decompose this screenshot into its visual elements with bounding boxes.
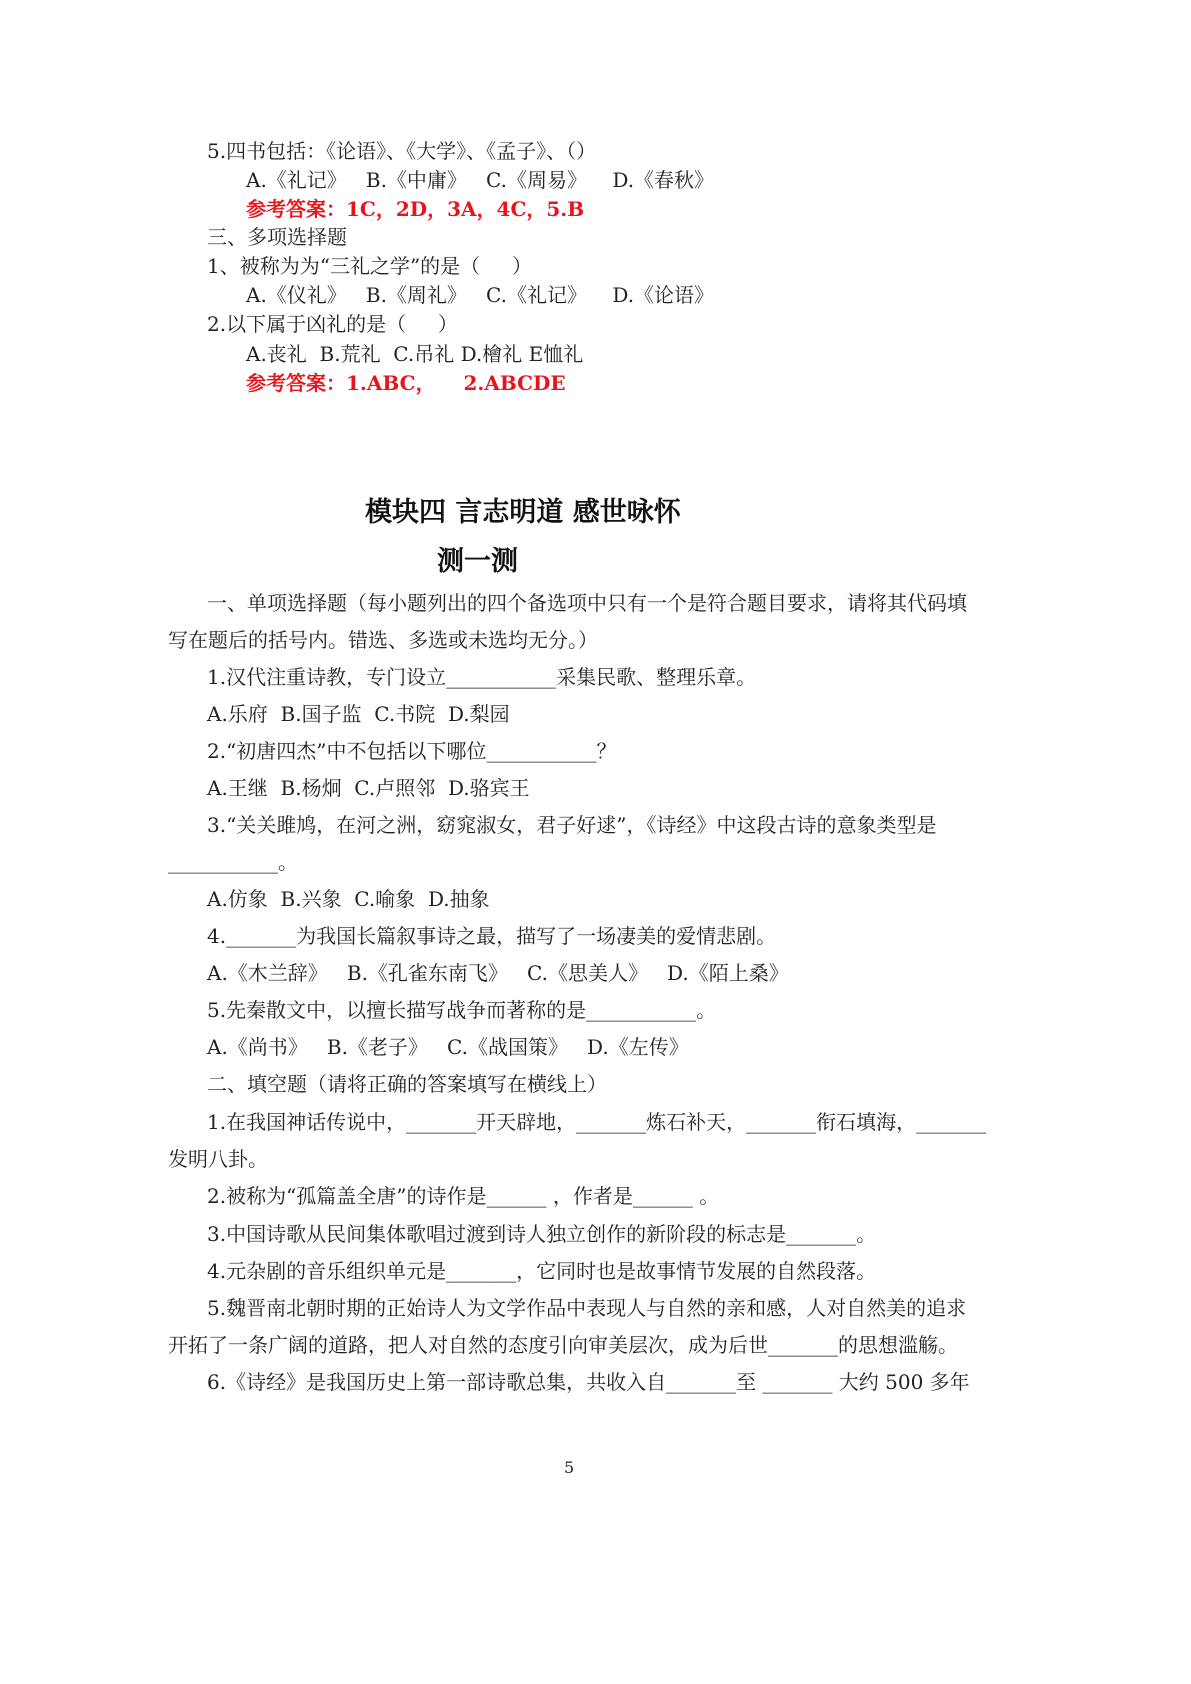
module-title: 模块四 言志明道 感世咏怀 [365, 497, 681, 528]
section1-intro-line1: 一、单项选择题（每小题列出的四个备选项中只有一个是符合题目要求，请将其代码填 [207, 591, 967, 615]
multi-question-2: 2.以下属于凶礼的是（ ） [207, 312, 458, 336]
s1-question-4-options: A.《木兰辞》 B.《孔雀东南飞》 C.《思美人》 D.《陌上桑》 [207, 961, 789, 985]
fill-question-1-line2: 发明八卦。 [168, 1147, 268, 1171]
multi-question-1: 1、被称为为“三礼之学”的是（ ） [207, 254, 532, 278]
s1-question-3-line2: ___________。 [168, 850, 298, 874]
fill-question-1-line1: 1.在我国神话传说中，_______开天辟地，_______炼石补天，_______衔石填海，_______ [207, 1110, 987, 1134]
multi-question-2-options: A.丧礼 B.荒礼 C.吊礼 D.檜礼 E恤礼 [246, 342, 584, 366]
fill-question-4: 4.元杂剧的音乐组织单元是_______，它同时也是故事情节发展的自然段落。 [207, 1259, 877, 1283]
s1-question-3-line1: 3.“关关雎鸠，在河之洲，窈窕淑女，君子好逑”，《诗经》中这段古诗的意象类型是 [207, 813, 937, 837]
reference-answer-multiple-choice: 参考答案：1.ABC， 2.ABCDE [246, 371, 566, 395]
fill-question-3: 3.中国诗歌从民间集体歌唱过渡到诗人独立创作的新阶段的标志是_______。 [207, 1222, 877, 1246]
s1-question-1-options: A.乐府 B.国子监 C.书院 D.梨园 [207, 702, 510, 726]
fill-question-5-line2: 开拓了一条广阔的道路，把人对自然的态度引向审美层次，成为后世_______的思想滥觞。 [168, 1333, 958, 1357]
module-subtitle: 测一测 [437, 546, 518, 577]
s1-question-2: 2.“初唐四杰”中不包括以下哪位___________？ [207, 739, 617, 763]
s1-question-4: 4._______为我国长篇叙事诗之最，描写了一场凄美的爱情悲剧。 [207, 924, 777, 948]
section2-heading: 二、填空题（请将正确的答案填写在横线上） [207, 1072, 607, 1096]
s1-question-5: 5.先秦散文中，以擅长描写战争而著称的是___________。 [207, 998, 717, 1022]
fill-question-2: 2.被称为“孤篇盖全唐”的诗作是______ ，作者是______ 。 [207, 1184, 720, 1208]
question-5-options: A.《礼记》 B.《中庸》 C.《周易》 D.《春秋》 [246, 168, 715, 192]
question-5-four-books: 5.四书包括：《论语》、《大学》、《孟子》、（） [207, 139, 597, 163]
page-number: 5 [564, 1458, 575, 1477]
section1-intro-line2: 写在题后的括号内。错选、多选或未选均无分。） [168, 628, 598, 652]
fill-question-6: 6.《诗经》是我国历史上第一部诗歌总集，共收入自_______至 _______ 大约 500 多年 [207, 1370, 970, 1394]
s1-question-5-options: A.《尚书》 B.《老子》 C.《战国策》 D.《左传》 [207, 1035, 689, 1059]
reference-answer-single-choice: 参考答案：1C，2D，3A，4C，5.B [246, 197, 585, 221]
fill-question-5-line1: 5.魏晋南北朝时期的正始诗人为文学作品中表现人与自然的亲和感，人对自然美的追求 [207, 1296, 967, 1320]
section-heading-multiple-choice: 三、多项选择题 [207, 225, 347, 249]
s1-question-3-options: A.仿象 B.兴象 C.喻象 D.抽象 [207, 887, 490, 911]
multi-question-1-options: A.《仪礼》 B.《周礼》 C.《礼记》 D.《论语》 [246, 283, 715, 307]
s1-question-2-options: A.王继 B.杨炯 C.卢照邻 D.骆宾王 [207, 776, 530, 800]
s1-question-1: 1.汉代注重诗教，专门设立___________采集民歌、整理乐章。 [207, 665, 757, 689]
